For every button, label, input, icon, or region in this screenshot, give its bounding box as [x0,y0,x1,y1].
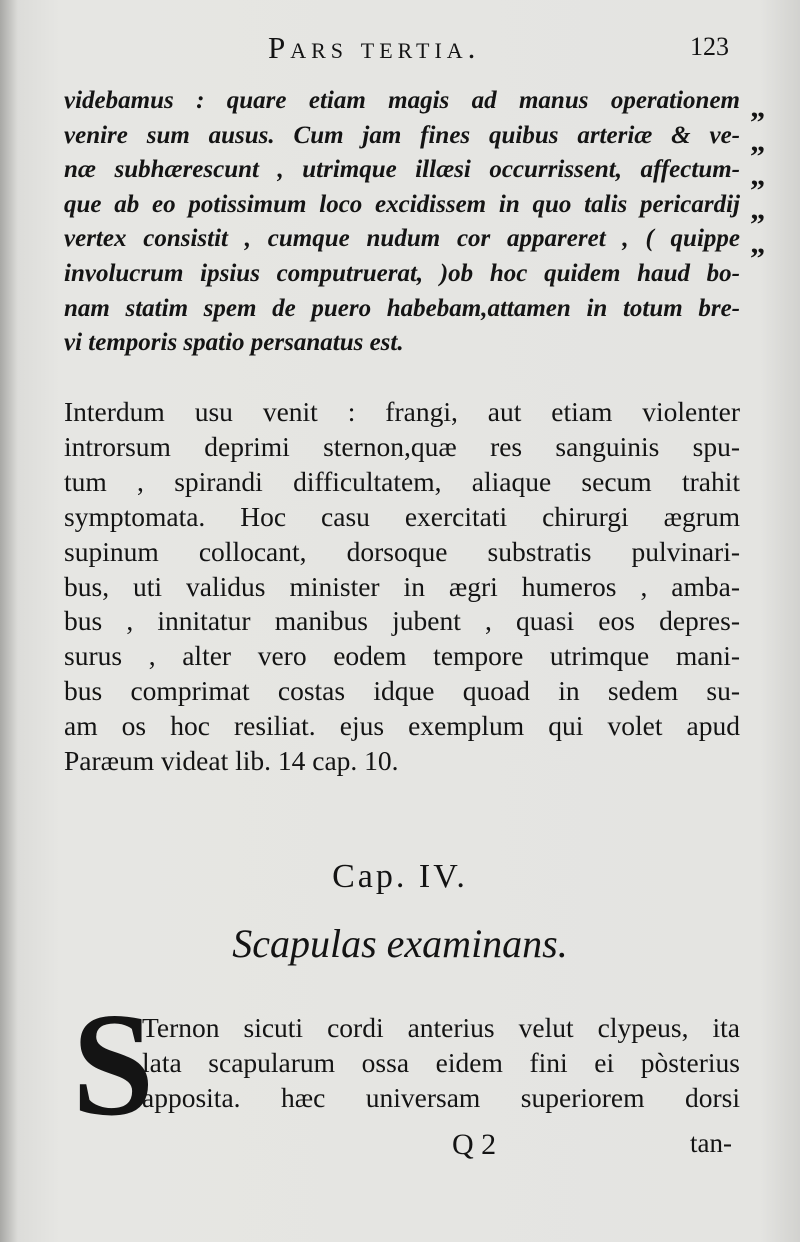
chapter-heading: Cap. IV. [332,858,468,895]
text-line: vertex consistit , cumque nudum cor appareret , ( quippe [64,225,740,253]
text-line: symptomata. Hoc casu exercitati chirurgi ægrum [64,500,740,532]
text-line: videbamus : quare etiam magis ad manus operationem [64,87,740,114]
text-line: Ternon sicuti cordi anterius velut clypeus, ita [142,1012,740,1043]
text-line: Paræum videat lib. 14 cap. 10. [64,745,399,777]
italic-passage [64,84,740,361]
text-line: bus comprimat costas idque quoad in sedem su- [64,675,740,707]
text-line: apposita. hæc universam superiorem dorsi [142,1082,740,1113]
margin-quote: ” [750,106,765,139]
opening-paragraph [142,1010,740,1115]
margin-quote: ” [750,208,765,241]
signature-mark: Q 2 [452,1128,497,1161]
text-line: Interdum usu venit : frangi, aut etiam violenter [64,396,740,427]
text-line: bus, uti validus minister in ægri humeros , amba- [64,570,740,602]
text-line: involucrum ipsius computruerat, )ob hoc quidem haud bo- [64,259,740,287]
margin-quote-marks [750,108,780,278]
page-header [0,30,800,70]
text-line: supinum collocant, dorsoque substratis pulvinari- [64,535,740,567]
margin-quote: ” [750,174,765,207]
chapter-subtitle: Scapulas examinans. [232,921,568,966]
text-line: lata scapularum ossa eidem fini ei pòsterius [142,1047,740,1078]
text-line: tum , spirandi difficultatem, aliaque secum trahit [64,465,740,497]
text-line: que ab eo potissimum loco excidissem in quo talis pericardij [64,190,740,218]
drop-cap-initial: S [72,983,155,1147]
text-line: introrsum deprimi sternon,quæ res sanguinis spu- [64,430,740,462]
text-line: vi temporis spatio persanatus est. [64,329,404,357]
catchword: tan- [690,1128,732,1158]
page-number: 123 [690,32,729,61]
text-line: surus , alter vero eodem tempore utrimque mani- [64,640,740,672]
roman-passage [64,395,740,779]
text-line: bus , innitatur manibus jubent , quasi eos depres- [64,605,740,637]
margin-quote: ” [750,242,765,275]
text-line: am os hoc resiliat. ejus exemplum qui volet apud [64,710,740,742]
text-line: venire sum ausus. Cum jam fines quibus arteriæ & ve- [64,121,740,149]
margin-quote: ” [750,140,765,173]
running-title: Pars tertia. [268,30,481,65]
text-line: nam statim spem de puero habebam,attamen in totum bre- [64,294,740,322]
text-line: næ subhærescunt , utrimque illæsi occurrissent, affectum- [64,156,740,184]
